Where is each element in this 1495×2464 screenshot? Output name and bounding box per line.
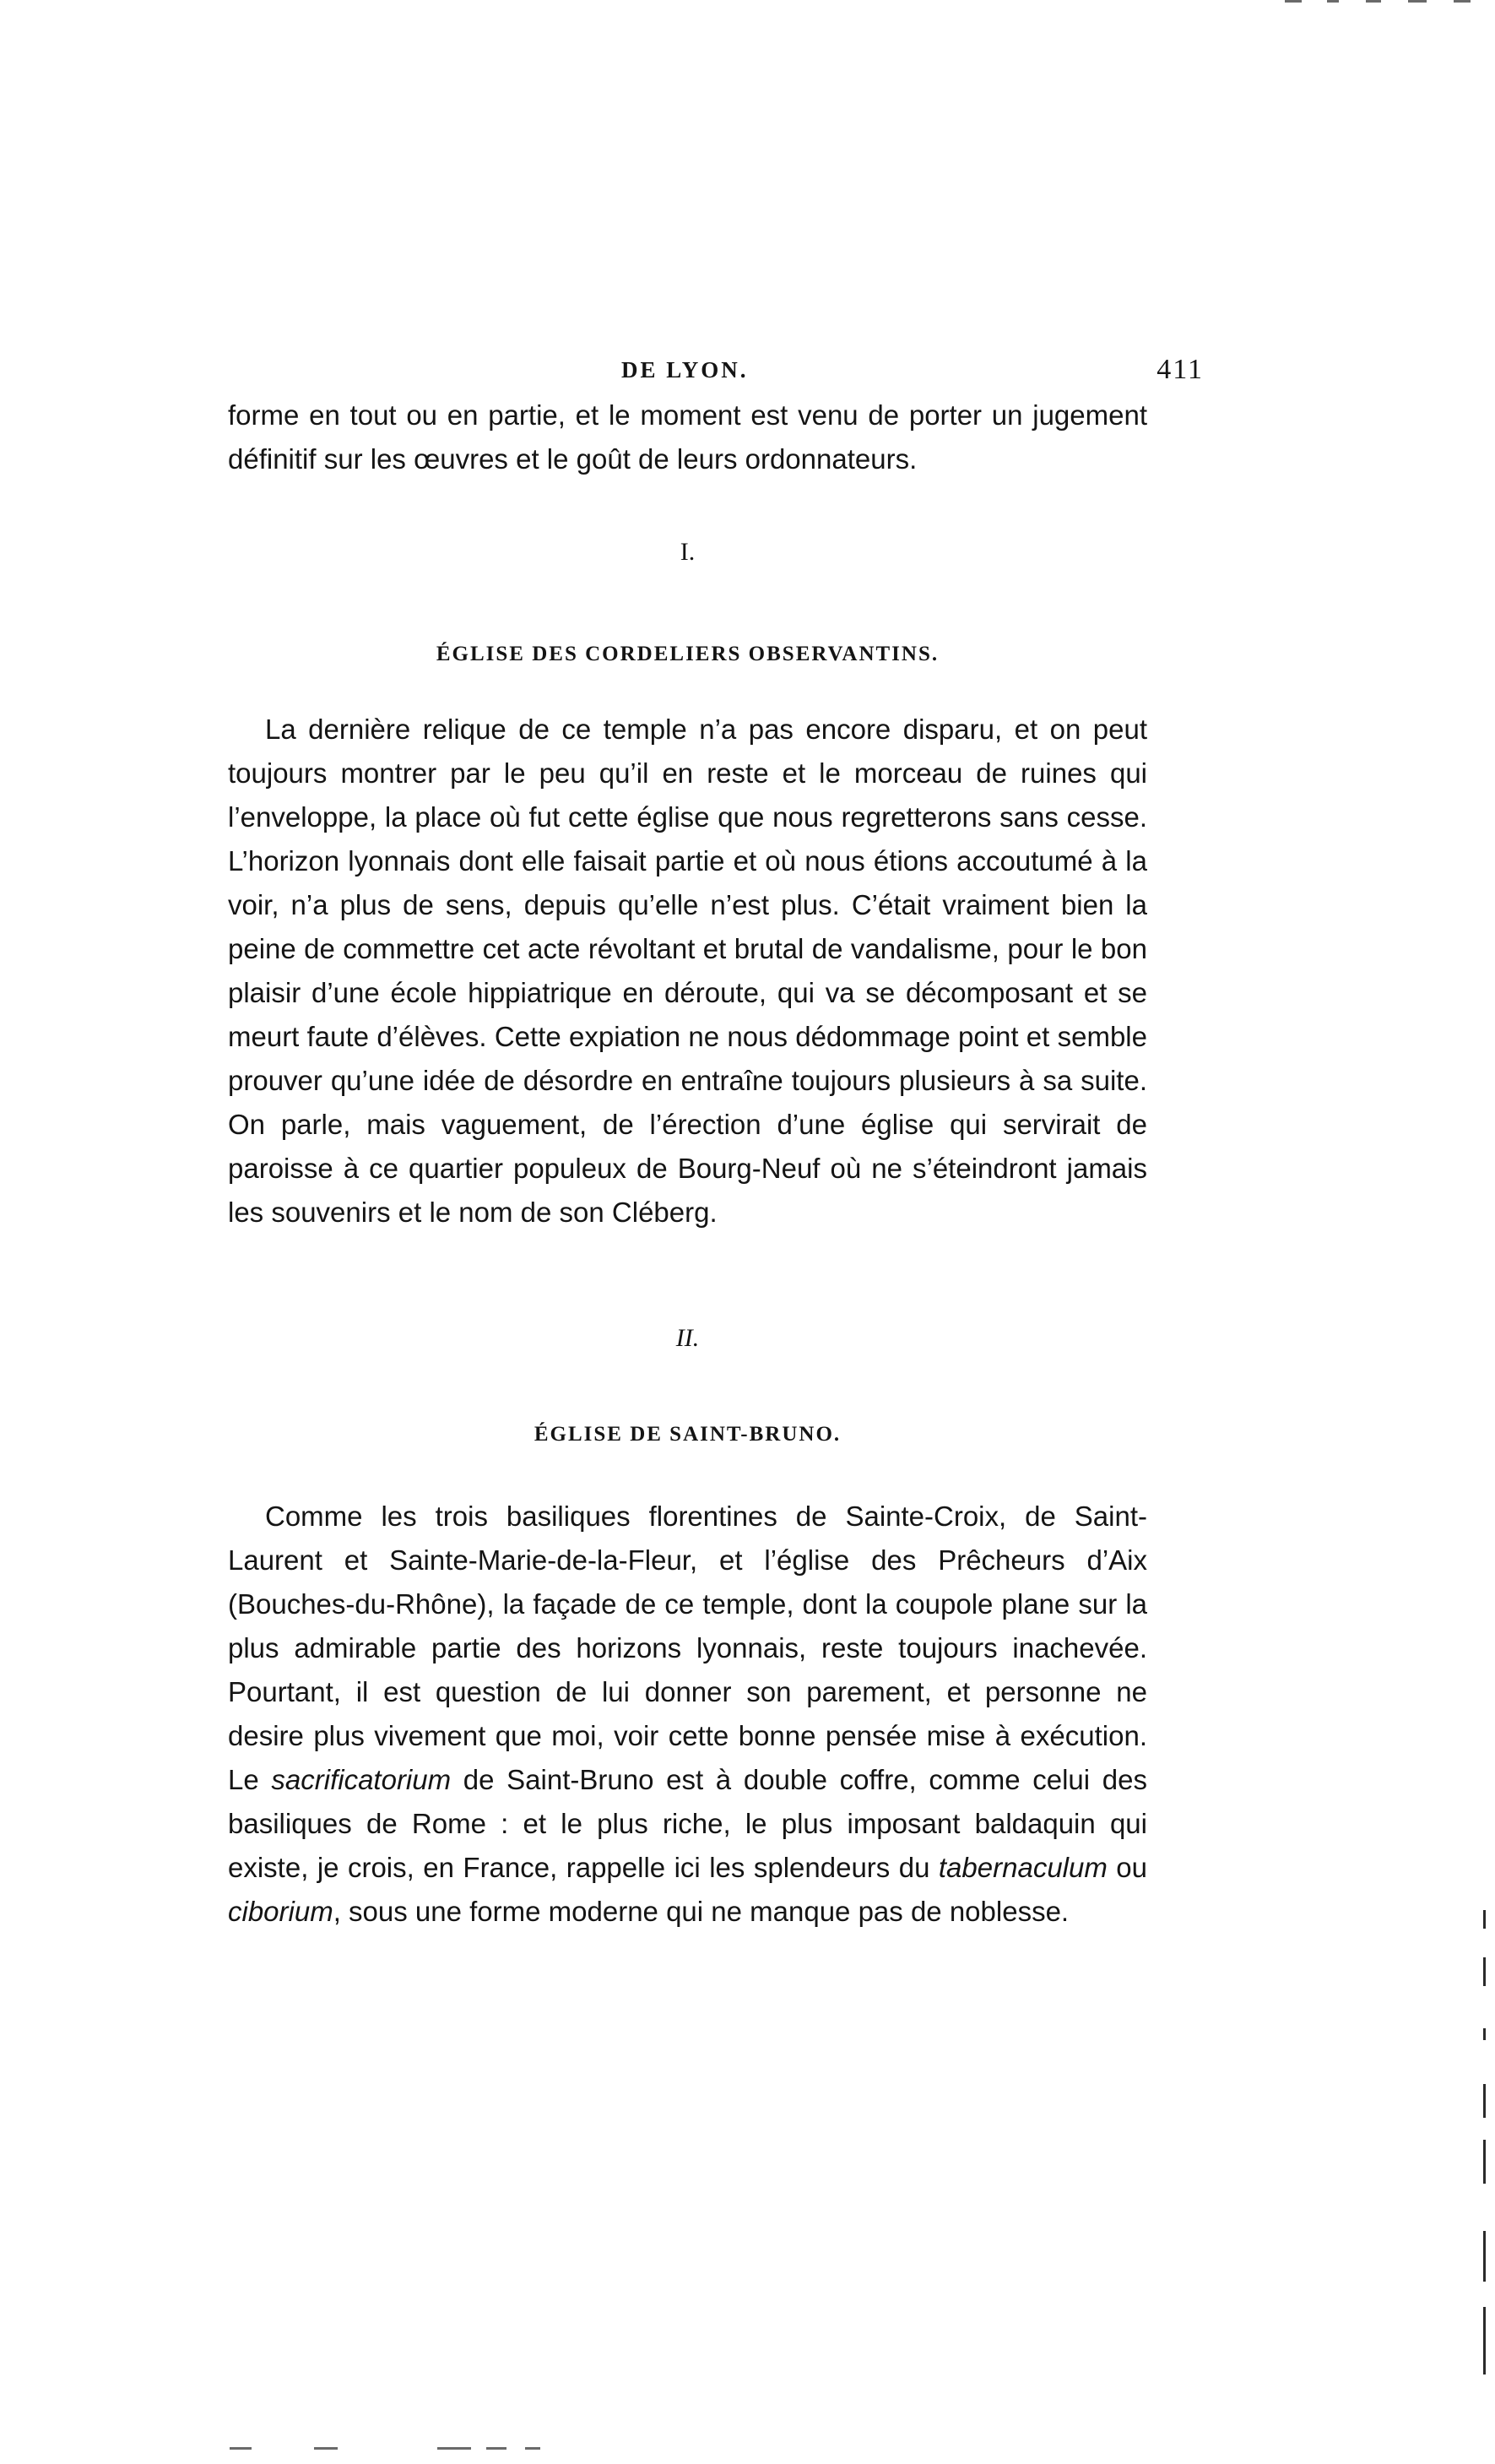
section-2-text-3: ou <box>1107 1852 1147 1883</box>
section-number-2: II. <box>675 1324 700 1352</box>
section-2-text-4: , sous une forme moderne qui ne manque pas de noblesse. <box>333 1896 1070 1927</box>
section-2-text-2: de Saint-Bruno est à double coffre, comme celui des basiliques de Rome : et le plus riche, le plus imposant baldaquin qui existe, je crois, en France, rappelle ici les splendeurs du <box>228 1764 1148 1883</box>
running-head <box>228 354 1207 391</box>
section-2-text-1: Comme les trois basiliques florentines de Sainte-Croix, de Saint-Laurent et Sainte-Marie-de-la-Fleur, et l’église des Prêcheurs d’Aix (Bouches-du-Rhône), la façade de ce temple, dont la coupole plane sur la plus admirable partie des horizons lyonnais, reste toujours inachevée. Pourtant, il est question de lui donner son parement, et personne ne desire plus vivement que moi, voir cette bonne pensée mise à exécution. Le <box>228 1501 1147 1795</box>
page-number: 411 <box>1156 354 1204 385</box>
running-head-title: DE LYON. <box>621 357 749 383</box>
section-1-paragraph: La dernière relique de ce temple n’a pas encore disparu, et on peut toujours montrer par le peu qu’il en reste et le morceau de ruines qui l’enveloppe, la place où fut cette église que nous regretterons sans cesse. L’horizon lyonnais dont elle faisait partie et où nous étions accoutumé à la voir, n’a plus de sens, depuis qu’elle n’est plus. C’était vraiment bien la peine de commettre cet acte révoltant et brutal de vandalisme, pour le bon plaisir d’une école hippiatrique en déroute, qui va se décomposant et se meurt faute d’élèves. Cette expiation ne nous dédommage point et semble prouver qu’une idée de désordre en entraîne toujours plusieurs à sa suite. On parle, mais vaguement, de l’érection d’une église qui servirait de paroisse à ce quartier populeux de Bourg-Neuf où ne s’éteindront jamais les souvenirs et le nom de son Cléberg. <box>228 714 1147 1228</box>
section-2-body <box>228 1495 1147 1934</box>
section-2-paragraph <box>228 1495 1147 1934</box>
continuation-text: forme en tout ou en partie, et le moment est venu de porter un jugement définitif sur les œuvres et le goût de leurs ordonnateurs. <box>228 399 1147 475</box>
scan-edge-marks-right <box>1483 1910 1488 2383</box>
section-2-italic-sacrificatorium: sacrificatorium <box>271 1764 452 1795</box>
continuation-paragraph <box>228 393 1147 481</box>
section-number-1: I. <box>680 538 696 566</box>
section-1-body <box>228 708 1147 1235</box>
section-2-italic-ciborium: ciborium <box>228 1896 333 1927</box>
section-title-2: ÉGLISE DE SAINT-BRUNO. <box>534 1423 842 1446</box>
section-2-italic-tabernaculum: tabernaculum <box>938 1852 1108 1883</box>
section-title-1: ÉGLISE DES CORDELIERS OBSERVANTINS. <box>436 643 940 665</box>
